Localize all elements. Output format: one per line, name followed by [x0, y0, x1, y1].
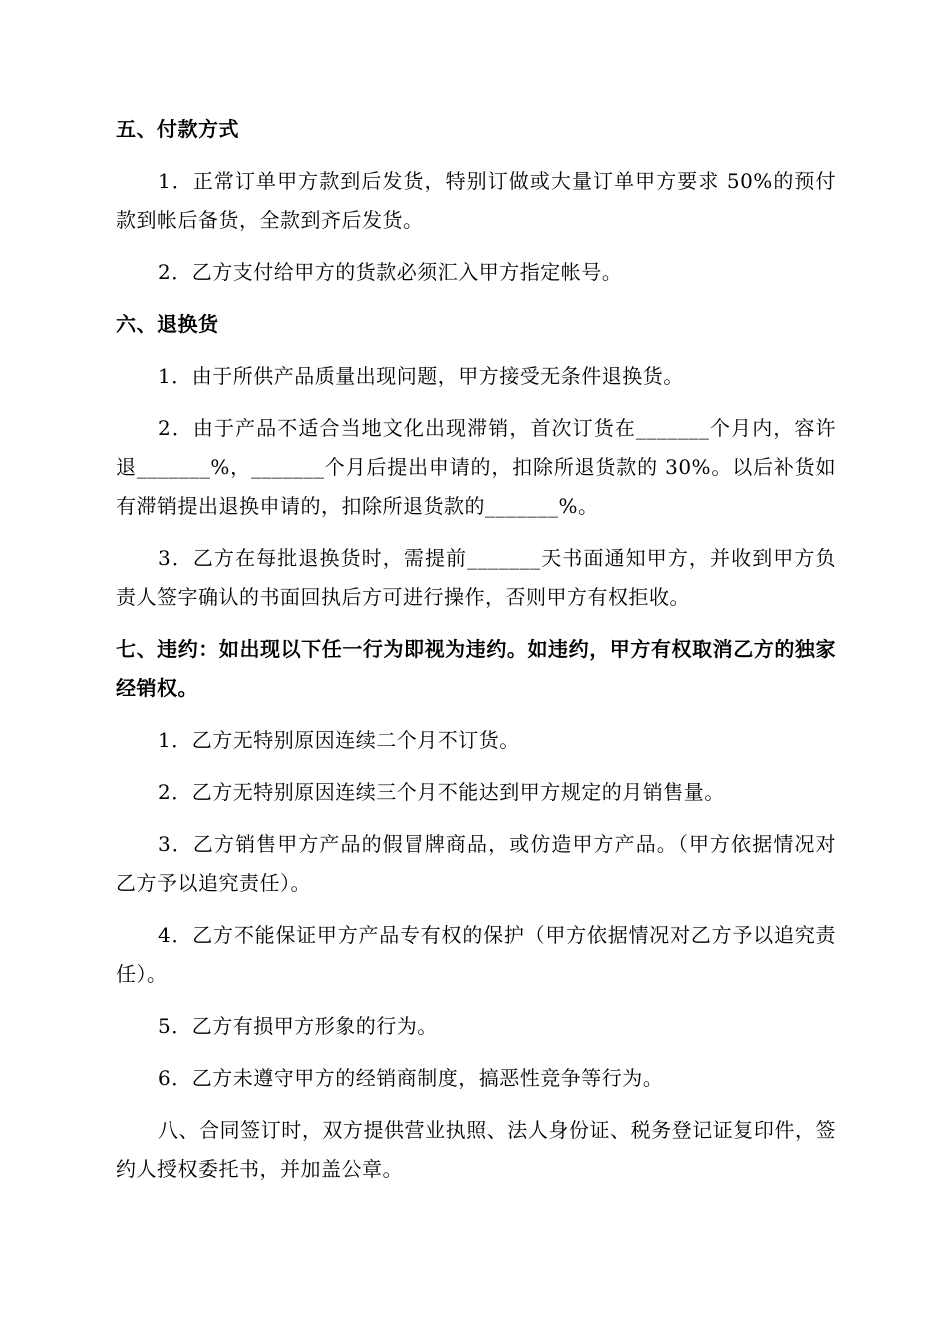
section-6-item-3: 3．乙方在每批退换货时，需提前_______天书面通知甲方，并收到甲方负责人签字确认的书面回执后方可进行操作，否则甲方有权拒收。: [116, 546, 836, 609]
section-7-item-3: 3．乙方销售甲方产品的假冒牌商品，或仿造甲方产品。（甲方依据情况对乙方予以追究责任）。: [116, 832, 836, 895]
section-7-item-4: 4．乙方不能保证甲方产品专有权的保护（甲方依据情况对乙方予以追究责任）。: [116, 923, 836, 986]
document-page: [116, 110, 836, 1189]
section-5-item-1: 1．正常订单甲方款到后发货，特别订做或大量订单甲方要求 50%的预付款到帐后备货，全款到齐后发货。: [116, 169, 836, 232]
section-7-heading: 七、违约：如出现以下任一行为即视为违约。如违约，甲方有权取消乙方的独家经销权。: [116, 637, 836, 700]
section-8-paragraph: 八、合同签订时，双方提供营业执照、法人身份证、税务登记证复印件，签约人授权委托书，并加盖公章。: [116, 1118, 836, 1181]
section-6-item-2: 2．由于产品不适合当地文化出现滞销，首次订货在_______个月内，容许退_______%，_______个月后提出申请的，扣除所退货款的 30%。以后补货如有滞销提出退换申请的，扣除所退货款的_______%。: [116, 416, 836, 518]
section-5-item-2: 2．乙方支付给甲方的货款必须汇入甲方指定帐号。: [158, 260, 623, 284]
section-7-item-5: 5．乙方有损甲方形象的行为。: [158, 1014, 438, 1038]
section-7-item-2: 2．乙方无特别原因连续三个月不能达到甲方规定的月销售量。: [158, 780, 725, 804]
section-7-item-1: 1．乙方无特别原因连续二个月不订货。: [158, 728, 520, 752]
section-7-item-6: 6．乙方未遵守甲方的经销商制度，搞恶性竞争等行为。: [158, 1066, 664, 1090]
section-6-item-1: 1．由于所供产品质量出现问题，甲方接受无条件退换货。: [158, 364, 684, 388]
section-5-heading: 五、付款方式: [116, 117, 239, 141]
section-6-heading: 六、退换货: [116, 312, 219, 336]
